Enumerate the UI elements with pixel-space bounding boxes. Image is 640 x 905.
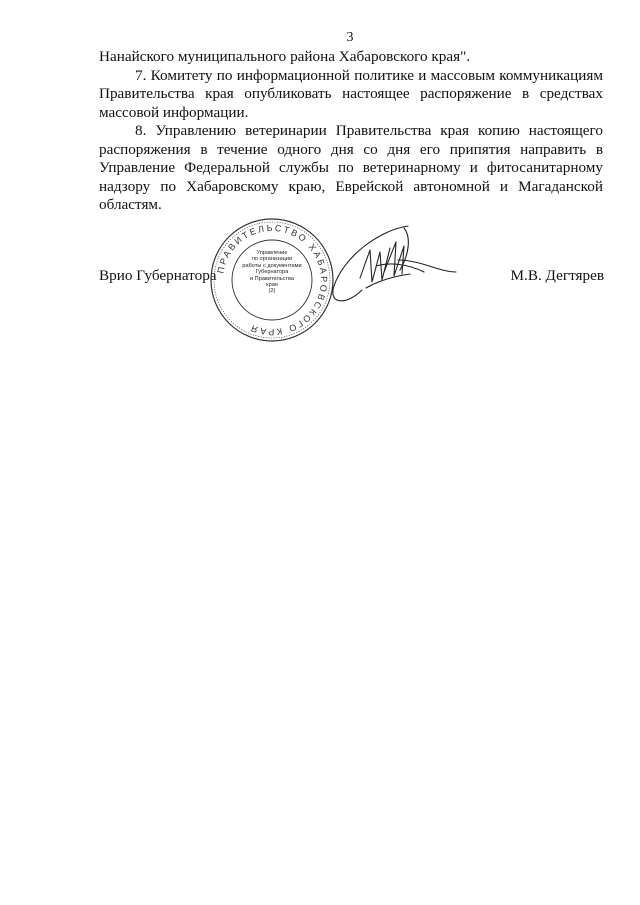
official-seal-stamp [208,216,336,344]
seal-center-text [238,250,306,295]
page-number: 3 [346,30,354,45]
signatory-name: М.В. Дегтярев [510,267,604,284]
paragraph-item-7: 7. Комитету по информационной политике и массовым коммуникациям Правительства края опубликовать настоящее распоряжение в средствах массовой информации. [99,66,603,121]
seal-center-line: по организации [251,256,293,263]
paragraph-continuation: Нанайского муниципального района Хабаровского края". [99,48,471,65]
document-body [99,48,603,215]
signature-graphic [300,216,480,316]
paragraph-item-8: 8. Управлению ветеринарии Правительства края копию настоящего распоряжения в течение одного дня со дня его припятия направить в Управление Федеральной службы по ветеринарному и фитосанитарному надзору по Хабаровскому краю, Еврейской автономной и Магаданской областям. [99,122,603,213]
handwritten-signature [300,216,480,316]
seal-center-line: работы с документами [242,262,302,269]
seal-center-line: Губернатора [255,269,289,276]
signatory-title: Врио Губернатора [99,267,217,284]
seal-center-line: края [266,282,278,289]
seal-graphic [208,216,336,344]
seal-center-line: (2) [268,288,276,295]
seal-ring-text: ПРАВИТЕЛЬСТВО ХАБАРОВСКОГО КРАЯ [215,222,330,338]
seal-center-line: Управление [256,250,288,256]
seal-center-line: и Правительства [250,275,294,282]
